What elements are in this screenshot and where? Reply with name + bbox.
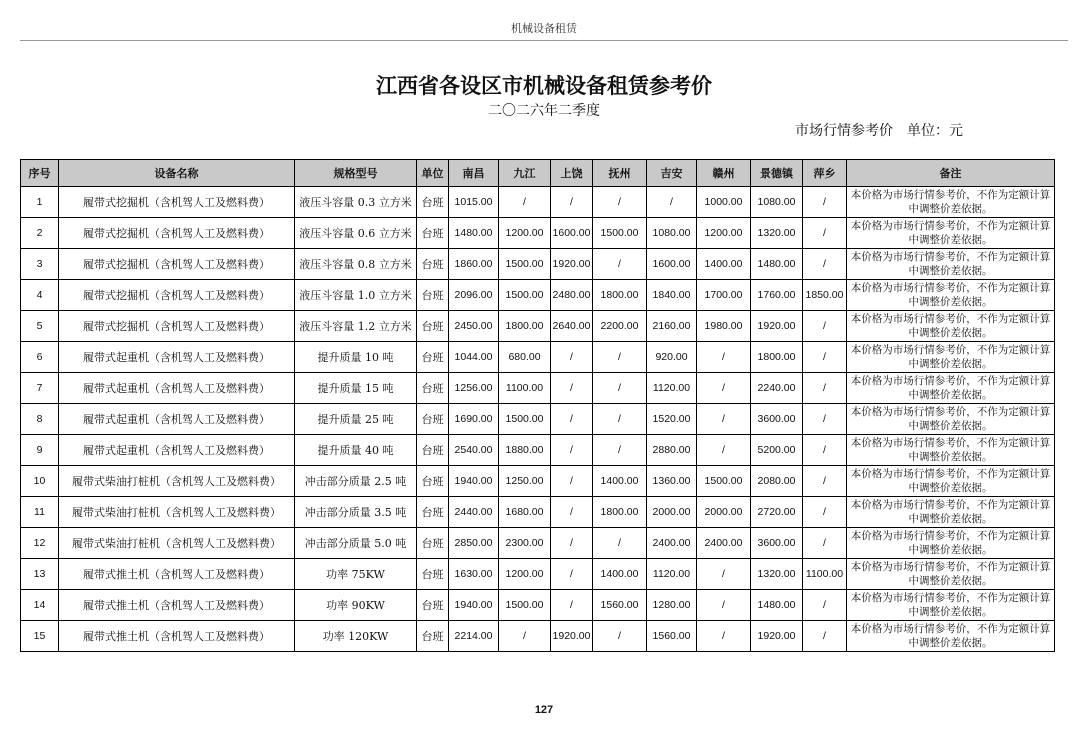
price-pingxiang: / [803, 435, 847, 466]
unit-cell: 台班 [417, 497, 449, 528]
unit-cell: 台班 [417, 590, 449, 621]
price-nanchang: 2096.00 [449, 280, 499, 311]
price-jingdezhen: 1480.00 [751, 590, 803, 621]
row-index: 13 [21, 559, 59, 590]
header-rule [20, 40, 1068, 41]
price-fuzhou: 1400.00 [593, 466, 647, 497]
price-nanchang: 2540.00 [449, 435, 499, 466]
price-nanchang: 2450.00 [449, 311, 499, 342]
price-jiujiang: 680.00 [499, 342, 551, 373]
spec-model: 提升质量 15 吨 [295, 373, 417, 404]
unit-cell: 台班 [417, 559, 449, 590]
price-fuzhou: 1400.00 [593, 559, 647, 590]
price-jiujiang: 1200.00 [499, 559, 551, 590]
price-jiujiang: 1500.00 [499, 404, 551, 435]
price-fuzhou: / [593, 404, 647, 435]
price-ganzhou: / [697, 404, 751, 435]
price-ganzhou: 1500.00 [697, 466, 751, 497]
column-header: 单位 [417, 160, 449, 187]
column-header: 上饶 [551, 160, 593, 187]
price-fuzhou: 1800.00 [593, 497, 647, 528]
table-body [21, 187, 1055, 652]
unit-cell: 台班 [417, 249, 449, 280]
spec-model: 冲击部分质量 2.5 吨 [295, 466, 417, 497]
price-ganzhou: / [697, 342, 751, 373]
price-jian: 2880.00 [647, 435, 697, 466]
price-ganzhou: 1980.00 [697, 311, 751, 342]
remark-cell: 本价格为市场行情参考价，不作为定额计算中调整价差依据。 [847, 590, 1055, 621]
price-ganzhou: / [697, 435, 751, 466]
price-pingxiang: / [803, 497, 847, 528]
table-row [21, 590, 1055, 621]
table-row [21, 621, 1055, 652]
price-jiujiang: 1250.00 [499, 466, 551, 497]
price-jingdezhen: 2240.00 [751, 373, 803, 404]
price-fuzhou: 2200.00 [593, 311, 647, 342]
remark-cell: 本价格为市场行情参考价，不作为定额计算中调整价差依据。 [847, 311, 1055, 342]
row-index: 8 [21, 404, 59, 435]
remark-cell: 本价格为市场行情参考价，不作为定额计算中调整价差依据。 [847, 559, 1055, 590]
remark-cell: 本价格为市场行情参考价，不作为定额计算中调整价差依据。 [847, 497, 1055, 528]
unit-cell: 台班 [417, 187, 449, 218]
price-pingxiang: / [803, 187, 847, 218]
price-ganzhou: 2000.00 [697, 497, 751, 528]
equipment-name: 履带式柴油打桩机（含机驾人工及燃料费） [59, 497, 295, 528]
price-nanchang: 1044.00 [449, 342, 499, 373]
column-header: 设备名称 [59, 160, 295, 187]
spec-model: 功率 120KW [295, 621, 417, 652]
equipment-name: 履带式推土机（含机驾人工及燃料费） [59, 559, 295, 590]
price-ganzhou: 1400.00 [697, 249, 751, 280]
price-pingxiang: / [803, 466, 847, 497]
price-jiujiang: 1880.00 [499, 435, 551, 466]
price-jian: 1080.00 [647, 218, 697, 249]
price-shangrao: / [551, 435, 593, 466]
unit-cell: 台班 [417, 528, 449, 559]
price-jian: 1840.00 [647, 280, 697, 311]
price-jingdezhen: 1760.00 [751, 280, 803, 311]
remark-cell: 本价格为市场行情参考价，不作为定额计算中调整价差依据。 [847, 342, 1055, 373]
price-jiujiang: 1100.00 [499, 373, 551, 404]
price-jingdezhen: 1800.00 [751, 342, 803, 373]
price-fuzhou: / [593, 249, 647, 280]
price-shangrao: / [551, 342, 593, 373]
unit-cell: 台班 [417, 621, 449, 652]
remark-cell: 本价格为市场行情参考价，不作为定额计算中调整价差依据。 [847, 187, 1055, 218]
price-fuzhou: 1500.00 [593, 218, 647, 249]
price-nanchang: 1630.00 [449, 559, 499, 590]
spec-model: 液压斗容量 0.3 立方米 [295, 187, 417, 218]
row-index: 1 [21, 187, 59, 218]
price-shangrao: / [551, 497, 593, 528]
price-jingdezhen: 1920.00 [751, 621, 803, 652]
equipment-name: 履带式起重机（含机驾人工及燃料费） [59, 435, 295, 466]
running-header: 机械设备租赁 [511, 22, 577, 35]
price-fuzhou: / [593, 528, 647, 559]
spec-model: 功率 90KW [295, 590, 417, 621]
price-pingxiang: / [803, 249, 847, 280]
spec-model: 液压斗容量 1.2 立方米 [295, 311, 417, 342]
table-row [21, 280, 1055, 311]
price-jingdezhen: 3600.00 [751, 404, 803, 435]
spec-model: 功率 75KW [295, 559, 417, 590]
remark-cell: 本价格为市场行情参考价，不作为定额计算中调整价差依据。 [847, 528, 1055, 559]
equipment-name: 履带式挖掘机（含机驾人工及燃料费） [59, 311, 295, 342]
price-jiujiang: 1500.00 [499, 590, 551, 621]
price-nanchang: 1940.00 [449, 466, 499, 497]
price-jingdezhen: 2080.00 [751, 466, 803, 497]
price-jiujiang: 1500.00 [499, 249, 551, 280]
table-row [21, 528, 1055, 559]
column-header: 备注 [847, 160, 1055, 187]
spec-model: 提升质量 40 吨 [295, 435, 417, 466]
price-jiujiang: / [499, 187, 551, 218]
remark-cell: 本价格为市场行情参考价，不作为定额计算中调整价差依据。 [847, 466, 1055, 497]
spec-model: 液压斗容量 1.0 立方米 [295, 280, 417, 311]
price-jian: 1520.00 [647, 404, 697, 435]
price-jian: 1600.00 [647, 249, 697, 280]
price-pingxiang: / [803, 528, 847, 559]
remark-cell: 本价格为市场行情参考价，不作为定额计算中调整价差依据。 [847, 621, 1055, 652]
spec-model: 冲击部分质量 5.0 吨 [295, 528, 417, 559]
price-nanchang: 1256.00 [449, 373, 499, 404]
row-index: 7 [21, 373, 59, 404]
row-index: 6 [21, 342, 59, 373]
row-index: 9 [21, 435, 59, 466]
remark-cell: 本价格为市场行情参考价，不作为定额计算中调整价差依据。 [847, 373, 1055, 404]
price-shangrao: / [551, 373, 593, 404]
price-jiujiang: 1680.00 [499, 497, 551, 528]
table-row [21, 559, 1055, 590]
price-fuzhou: 1560.00 [593, 590, 647, 621]
price-pingxiang: / [803, 218, 847, 249]
unit-cell: 台班 [417, 218, 449, 249]
price-shangrao: / [551, 590, 593, 621]
price-jiujiang: 1800.00 [499, 311, 551, 342]
equipment-name: 履带式挖掘机（含机驾人工及燃料费） [59, 280, 295, 311]
price-fuzhou: / [593, 342, 647, 373]
price-nanchang: 2850.00 [449, 528, 499, 559]
price-pingxiang: 1100.00 [803, 559, 847, 590]
price-jian: 1280.00 [647, 590, 697, 621]
price-shangrao: 1600.00 [551, 218, 593, 249]
unit-cell: 台班 [417, 404, 449, 435]
price-jian: 1360.00 [647, 466, 697, 497]
price-jian: 1560.00 [647, 621, 697, 652]
price-jingdezhen: 2720.00 [751, 497, 803, 528]
table-row [21, 435, 1055, 466]
price-fuzhou: 1800.00 [593, 280, 647, 311]
spec-model: 液压斗容量 0.8 立方米 [295, 249, 417, 280]
price-jian: 1120.00 [647, 559, 697, 590]
unit-label: 单位：元 [907, 123, 963, 139]
unit-cell: 台班 [417, 342, 449, 373]
column-header: 萍乡 [803, 160, 847, 187]
price-pingxiang: / [803, 590, 847, 621]
price-fuzhou: / [593, 373, 647, 404]
price-table [20, 159, 1055, 652]
column-header: 南昌 [449, 160, 499, 187]
price-nanchang: 1940.00 [449, 590, 499, 621]
column-header: 序号 [21, 160, 59, 187]
price-jiujiang: 2300.00 [499, 528, 551, 559]
remark-cell: 本价格为市场行情参考价，不作为定额计算中调整价差依据。 [847, 218, 1055, 249]
column-header: 抚州 [593, 160, 647, 187]
price-shangrao: / [551, 404, 593, 435]
price-ganzhou: / [697, 559, 751, 590]
price-jian: 920.00 [647, 342, 697, 373]
table-row [21, 466, 1055, 497]
unit-cell: 台班 [417, 311, 449, 342]
price-nanchang: 1860.00 [449, 249, 499, 280]
row-index: 12 [21, 528, 59, 559]
price-pingxiang: / [803, 311, 847, 342]
table-row [21, 497, 1055, 528]
column-header: 赣州 [697, 160, 751, 187]
price-jingdezhen: 1320.00 [751, 559, 803, 590]
equipment-name: 履带式推土机（含机驾人工及燃料费） [59, 621, 295, 652]
price-jingdezhen: 1320.00 [751, 218, 803, 249]
row-index: 15 [21, 621, 59, 652]
unit-cell: 台班 [417, 373, 449, 404]
price-fuzhou: / [593, 435, 647, 466]
equipment-name: 履带式起重机（含机驾人工及燃料费） [59, 373, 295, 404]
price-nanchang: 2440.00 [449, 497, 499, 528]
price-jian: / [647, 187, 697, 218]
remark-cell: 本价格为市场行情参考价，不作为定额计算中调整价差依据。 [847, 280, 1055, 311]
price-nanchang: 1480.00 [449, 218, 499, 249]
remark-cell: 本价格为市场行情参考价，不作为定额计算中调整价差依据。 [847, 435, 1055, 466]
price-ganzhou: 1700.00 [697, 280, 751, 311]
table-row [21, 342, 1055, 373]
column-header: 景德镇 [751, 160, 803, 187]
price-shangrao: / [551, 559, 593, 590]
page-subtitle: 二〇二六年二季度 [488, 103, 600, 119]
price-ganzhou: 1000.00 [697, 187, 751, 218]
price-jingdezhen: 1480.00 [751, 249, 803, 280]
table-header-row [21, 160, 1055, 187]
row-index: 5 [21, 311, 59, 342]
table-row [21, 404, 1055, 435]
price-ganzhou: 2400.00 [697, 528, 751, 559]
page-title: 江西省各设区市机械设备租赁参考价 [376, 74, 712, 98]
table-row [21, 373, 1055, 404]
price-pingxiang: / [803, 342, 847, 373]
column-header: 九江 [499, 160, 551, 187]
column-header: 规格型号 [295, 160, 417, 187]
price-shangrao: 2480.00 [551, 280, 593, 311]
price-ganzhou: / [697, 373, 751, 404]
spec-model: 液压斗容量 0.6 立方米 [295, 218, 417, 249]
row-index: 11 [21, 497, 59, 528]
price-jingdezhen: 1080.00 [751, 187, 803, 218]
table-row [21, 218, 1055, 249]
price-ganzhou: 1200.00 [697, 218, 751, 249]
price-jian: 2400.00 [647, 528, 697, 559]
equipment-name: 履带式柴油打桩机（含机驾人工及燃料费） [59, 466, 295, 497]
unit-note-text: 市场行情参考价 [795, 123, 893, 139]
price-shangrao: 1920.00 [551, 249, 593, 280]
remark-cell: 本价格为市场行情参考价，不作为定额计算中调整价差依据。 [847, 249, 1055, 280]
equipment-name: 履带式挖掘机（含机驾人工及燃料费） [59, 187, 295, 218]
unit-note [795, 120, 963, 140]
table-row [21, 249, 1055, 280]
price-ganzhou: / [697, 590, 751, 621]
unit-cell: 台班 [417, 435, 449, 466]
price-shangrao: / [551, 528, 593, 559]
price-jingdezhen: 3600.00 [751, 528, 803, 559]
row-index: 3 [21, 249, 59, 280]
row-index: 2 [21, 218, 59, 249]
price-jian: 1120.00 [647, 373, 697, 404]
price-shangrao: / [551, 187, 593, 218]
spec-model: 冲击部分质量 3.5 吨 [295, 497, 417, 528]
price-pingxiang: / [803, 404, 847, 435]
equipment-name: 履带式挖掘机（含机驾人工及燃料费） [59, 218, 295, 249]
price-jian: 2000.00 [647, 497, 697, 528]
price-pingxiang: / [803, 621, 847, 652]
equipment-name: 履带式起重机（含机驾人工及燃料费） [59, 404, 295, 435]
equipment-name: 履带式柴油打桩机（含机驾人工及燃料费） [59, 528, 295, 559]
table-row [21, 187, 1055, 218]
price-jiujiang: 1500.00 [499, 280, 551, 311]
price-shangrao: 2640.00 [551, 311, 593, 342]
price-jian: 2160.00 [647, 311, 697, 342]
price-jiujiang: / [499, 621, 551, 652]
price-fuzhou: / [593, 187, 647, 218]
row-index: 10 [21, 466, 59, 497]
price-pingxiang: / [803, 373, 847, 404]
price-nanchang: 1690.00 [449, 404, 499, 435]
table-row [21, 311, 1055, 342]
equipment-name: 履带式起重机（含机驾人工及燃料费） [59, 342, 295, 373]
spec-model: 提升质量 25 吨 [295, 404, 417, 435]
unit-cell: 台班 [417, 466, 449, 497]
row-index: 14 [21, 590, 59, 621]
price-jingdezhen: 1920.00 [751, 311, 803, 342]
price-shangrao: 1920.00 [551, 621, 593, 652]
equipment-name: 履带式挖掘机（含机驾人工及燃料费） [59, 249, 295, 280]
column-header: 吉安 [647, 160, 697, 187]
price-pingxiang: 1850.00 [803, 280, 847, 311]
price-nanchang: 1015.00 [449, 187, 499, 218]
unit-cell: 台班 [417, 280, 449, 311]
page-number: 127 [534, 704, 554, 716]
price-nanchang: 2214.00 [449, 621, 499, 652]
price-shangrao: / [551, 466, 593, 497]
row-index: 4 [21, 280, 59, 311]
equipment-name: 履带式推土机（含机驾人工及燃料费） [59, 590, 295, 621]
remark-cell: 本价格为市场行情参考价，不作为定额计算中调整价差依据。 [847, 404, 1055, 435]
price-jingdezhen: 5200.00 [751, 435, 803, 466]
price-ganzhou: / [697, 621, 751, 652]
price-fuzhou: / [593, 621, 647, 652]
spec-model: 提升质量 10 吨 [295, 342, 417, 373]
price-jiujiang: 1200.00 [499, 218, 551, 249]
